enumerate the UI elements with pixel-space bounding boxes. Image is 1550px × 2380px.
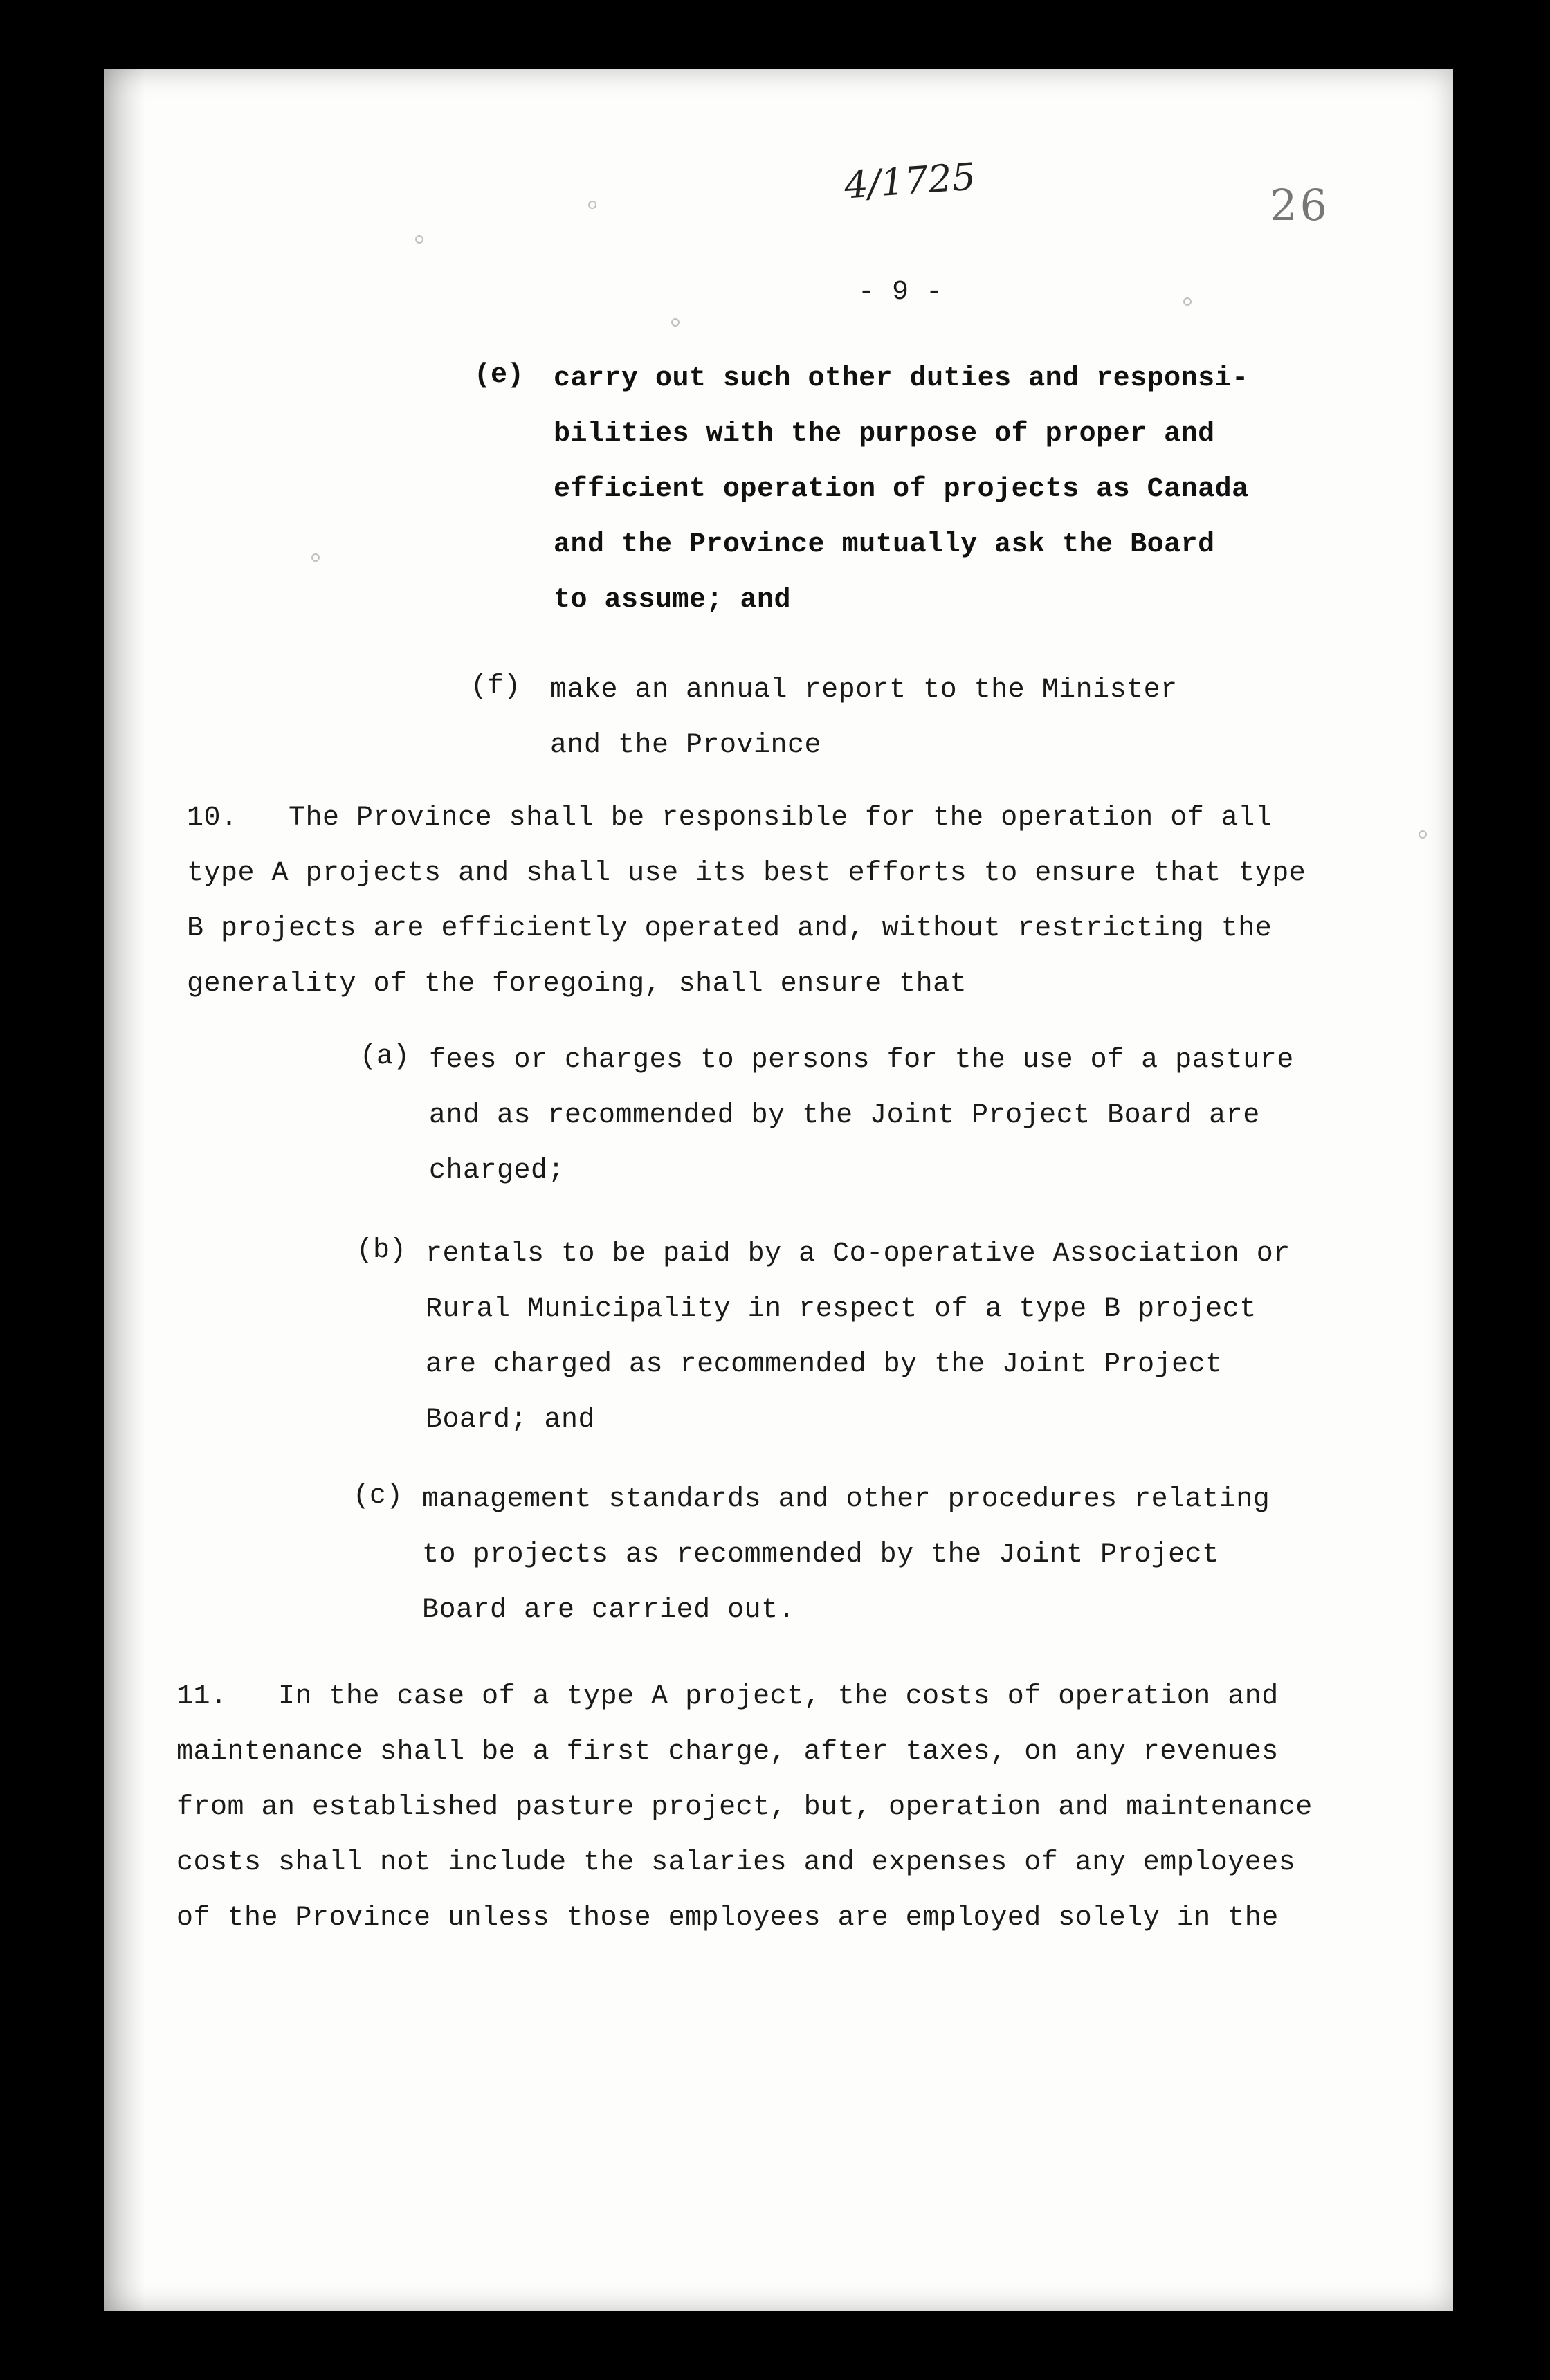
section-10-line-2: type A projects and shall use its best efforts to ensure that type <box>187 858 1306 889</box>
handwritten-file-number: 4/1725 <box>843 154 977 208</box>
dust-speck <box>1183 298 1192 306</box>
clause-e-line-1: carry out such other duties and responsi- <box>554 363 1249 394</box>
clause-a-marker: (a) <box>360 1041 410 1072</box>
dust-speck <box>311 553 320 562</box>
typed-document <box>104 69 1453 2311</box>
section-11-line-3: from an established pasture project, but, operation and maintenance <box>176 1792 1313 1823</box>
clause-e-marker: (e) <box>474 360 525 391</box>
section-11-line-1: 11. In the case of a type A project, the costs of operation and <box>176 1681 1279 1712</box>
dust-speck <box>415 235 423 244</box>
dust-speck <box>671 318 680 327</box>
clause-c-marker: (c) <box>353 1481 403 1512</box>
page-number: - 9 - <box>858 277 943 308</box>
document-page <box>104 69 1453 2311</box>
clause-c-line-3: Board are carried out. <box>422 1595 796 1626</box>
clause-f-marker: (f) <box>471 671 521 702</box>
section-10-line-4: generality of the foregoing, shall ensure that <box>187 969 967 1000</box>
clause-b-line-4: Board; and <box>426 1404 596 1436</box>
section-11-line-2: maintenance shall be a first charge, after taxes, on any revenues <box>176 1737 1279 1768</box>
clause-e-line-3: efficient operation of projects as Canada <box>554 474 1249 505</box>
section-10-line-3: B projects are efficiently operated and, without restricting the <box>187 913 1273 944</box>
section-10-line-1: 10. The Province shall be responsible for the operation of all <box>187 803 1273 834</box>
clause-a-line-2: and as recommended by the Joint Project Board are <box>429 1100 1260 1131</box>
clause-b-marker: (b) <box>356 1235 407 1266</box>
page-stamp-number: 26 <box>1270 180 1330 230</box>
clause-b-line-2: Rural Municipality in respect of a type B project <box>426 1294 1257 1325</box>
section-11-line-5: of the Province unless those employees are employed solely in the <box>176 1903 1279 1934</box>
dust-speck <box>588 201 596 209</box>
clause-b-line-3: are charged as recommended by the Joint Project <box>426 1349 1223 1380</box>
clause-c-line-1: management standards and other procedures relating <box>422 1484 1270 1515</box>
clause-a-line-1: fees or charges to persons for the use of a pasture <box>429 1045 1294 1076</box>
clause-f-line-1: make an annual report to the Minister <box>550 675 1178 706</box>
clause-e-line-2: bilities with the purpose of proper and <box>554 419 1215 450</box>
dust-speck <box>1419 830 1427 839</box>
clause-c-line-2: to projects as recommended by the Joint Project <box>422 1539 1219 1571</box>
section-11-line-4: costs shall not include the salaries and expenses of any employees <box>176 1847 1296 1878</box>
clause-b-line-1: rentals to be paid by a Co-operative Association or <box>426 1238 1291 1270</box>
clause-a-line-3: charged; <box>429 1155 565 1187</box>
clause-e-line-4: and the Province mutually ask the Board <box>554 529 1215 560</box>
clause-f-line-2: and the Province <box>550 730 822 761</box>
clause-e-line-5: to assume; and <box>554 585 792 616</box>
